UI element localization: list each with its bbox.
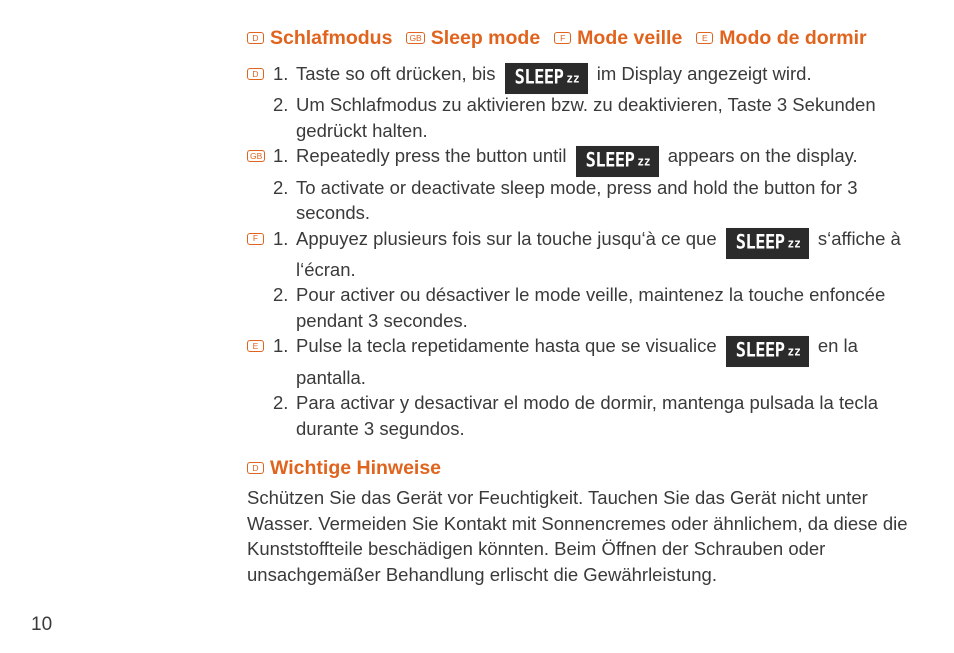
language-badge-es: E: [247, 340, 264, 352]
step-text: [296, 226, 927, 283]
heading-fr: [554, 25, 682, 51]
page-content: [247, 25, 927, 587]
instructions-de: [247, 61, 927, 143]
step-1: [273, 61, 927, 92]
sleep-zz-icon: zz: [566, 70, 580, 86]
heading-title-gb: Sleep mode: [430, 27, 541, 49]
heading-title-fr: Mode veille: [577, 27, 683, 49]
sleep-zz-icon: zz: [787, 235, 801, 251]
sleep-display-icon: [505, 63, 588, 94]
step-2: [273, 390, 927, 441]
step-text: To activate or deactivate sleep mode, press and hold the button for 3 seconds.: [296, 176, 858, 223]
step-number: 2.: [273, 176, 289, 198]
heading-es: [696, 25, 866, 51]
language-badge-de: D: [247, 32, 264, 44]
heading-gb: [406, 25, 540, 51]
step-text-after: s‘affiche à l‘écran.: [296, 227, 901, 280]
step-text-before: Taste so oft drücken, bis: [296, 63, 496, 84]
instructions-es: [247, 333, 927, 441]
step-text: Um Schlafmodus zu aktivieren bzw. zu deaktivieren, Taste 3 Sekunden gedrückt halten.: [296, 94, 876, 141]
step-2: [273, 282, 927, 333]
language-badge-es: E: [696, 32, 713, 44]
sleep-mode-heading: [247, 25, 927, 51]
step-text-before: Appuyez plusieurs fois sur la touche jusqu‘à ce que: [296, 227, 717, 249]
language-badge-gb: GB: [406, 32, 424, 44]
language-badge-fr: F: [554, 32, 571, 44]
step-number: 2.: [273, 94, 289, 116]
sleep-display-label: SLEEP: [514, 66, 564, 90]
language-badge-de: D: [247, 462, 264, 474]
instructions-fr: [247, 226, 927, 334]
sleep-display-label: SLEEP: [585, 148, 635, 172]
step-2: [273, 175, 927, 226]
page-number: 10: [31, 614, 53, 635]
step-text: [296, 143, 927, 174]
step-1: [273, 226, 927, 283]
step-text-before: Repeatedly press the button until: [296, 145, 567, 167]
step-number: 1.: [273, 335, 289, 357]
sleep-zz-icon: zz: [637, 153, 651, 169]
step-number: 2.: [273, 284, 289, 306]
step-number: 2.: [273, 392, 289, 413]
important-notes-title: Wichtige Hinweise: [270, 457, 442, 479]
sleep-display-icon: [726, 228, 809, 259]
heading-title-de: Schlafmodus: [270, 27, 393, 49]
step-text: Para activar y desactivar el modo de dormir, mantenga pulsada la tecla durante 3 segundos.: [296, 392, 879, 439]
step-text-after: im Display angezeigt wird.: [596, 63, 812, 84]
important-notes-heading: [247, 455, 927, 481]
important-notes-text: Schützen Sie das Gerät vor Feuchtigkeit. Tauchen Sie das Gerät nicht unter Wasser. Vermeiden Sie Kontakt mit Sonnencremes oder ähnlichem, da diese die Kunststoffteile beschädigen könnten. Beim Öffnen der Schrauben oder unsachgemäßer Behandlung erlischt die Gewährleistung.: [247, 487, 908, 585]
language-badge-gb: GB: [247, 150, 265, 162]
step-text: [296, 61, 927, 92]
sleep-display-label: SLEEP: [735, 230, 785, 254]
language-badge-fr: F: [247, 233, 264, 245]
sleep-display-label: SLEEP: [735, 338, 785, 362]
step-text: [296, 333, 927, 390]
sleep-display-icon: [726, 335, 809, 366]
step-1: [273, 143, 927, 174]
step-text-before: Pulse la tecla repetidamente hasta que se visualice: [296, 335, 717, 357]
step-number: 1.: [273, 63, 289, 84]
heading-de: [247, 25, 392, 51]
step-2: [273, 92, 927, 143]
step-number: 1.: [273, 227, 289, 249]
step-text-after: en la pantalla.: [296, 335, 858, 388]
heading-title-es: Modo de dormir: [719, 27, 867, 49]
step-number: 1.: [273, 145, 289, 167]
step-text: Pour activer ou désactiver le mode veille, maintenez la touche enfoncée pendant 3 secondes.: [296, 284, 886, 331]
language-badge-de: D: [247, 68, 264, 80]
instructions-gb: [247, 143, 927, 225]
sleep-zz-icon: zz: [787, 343, 801, 359]
step-1: [273, 333, 927, 390]
sleep-display-icon: [576, 145, 659, 176]
step-text-after: appears on the display.: [667, 145, 858, 167]
